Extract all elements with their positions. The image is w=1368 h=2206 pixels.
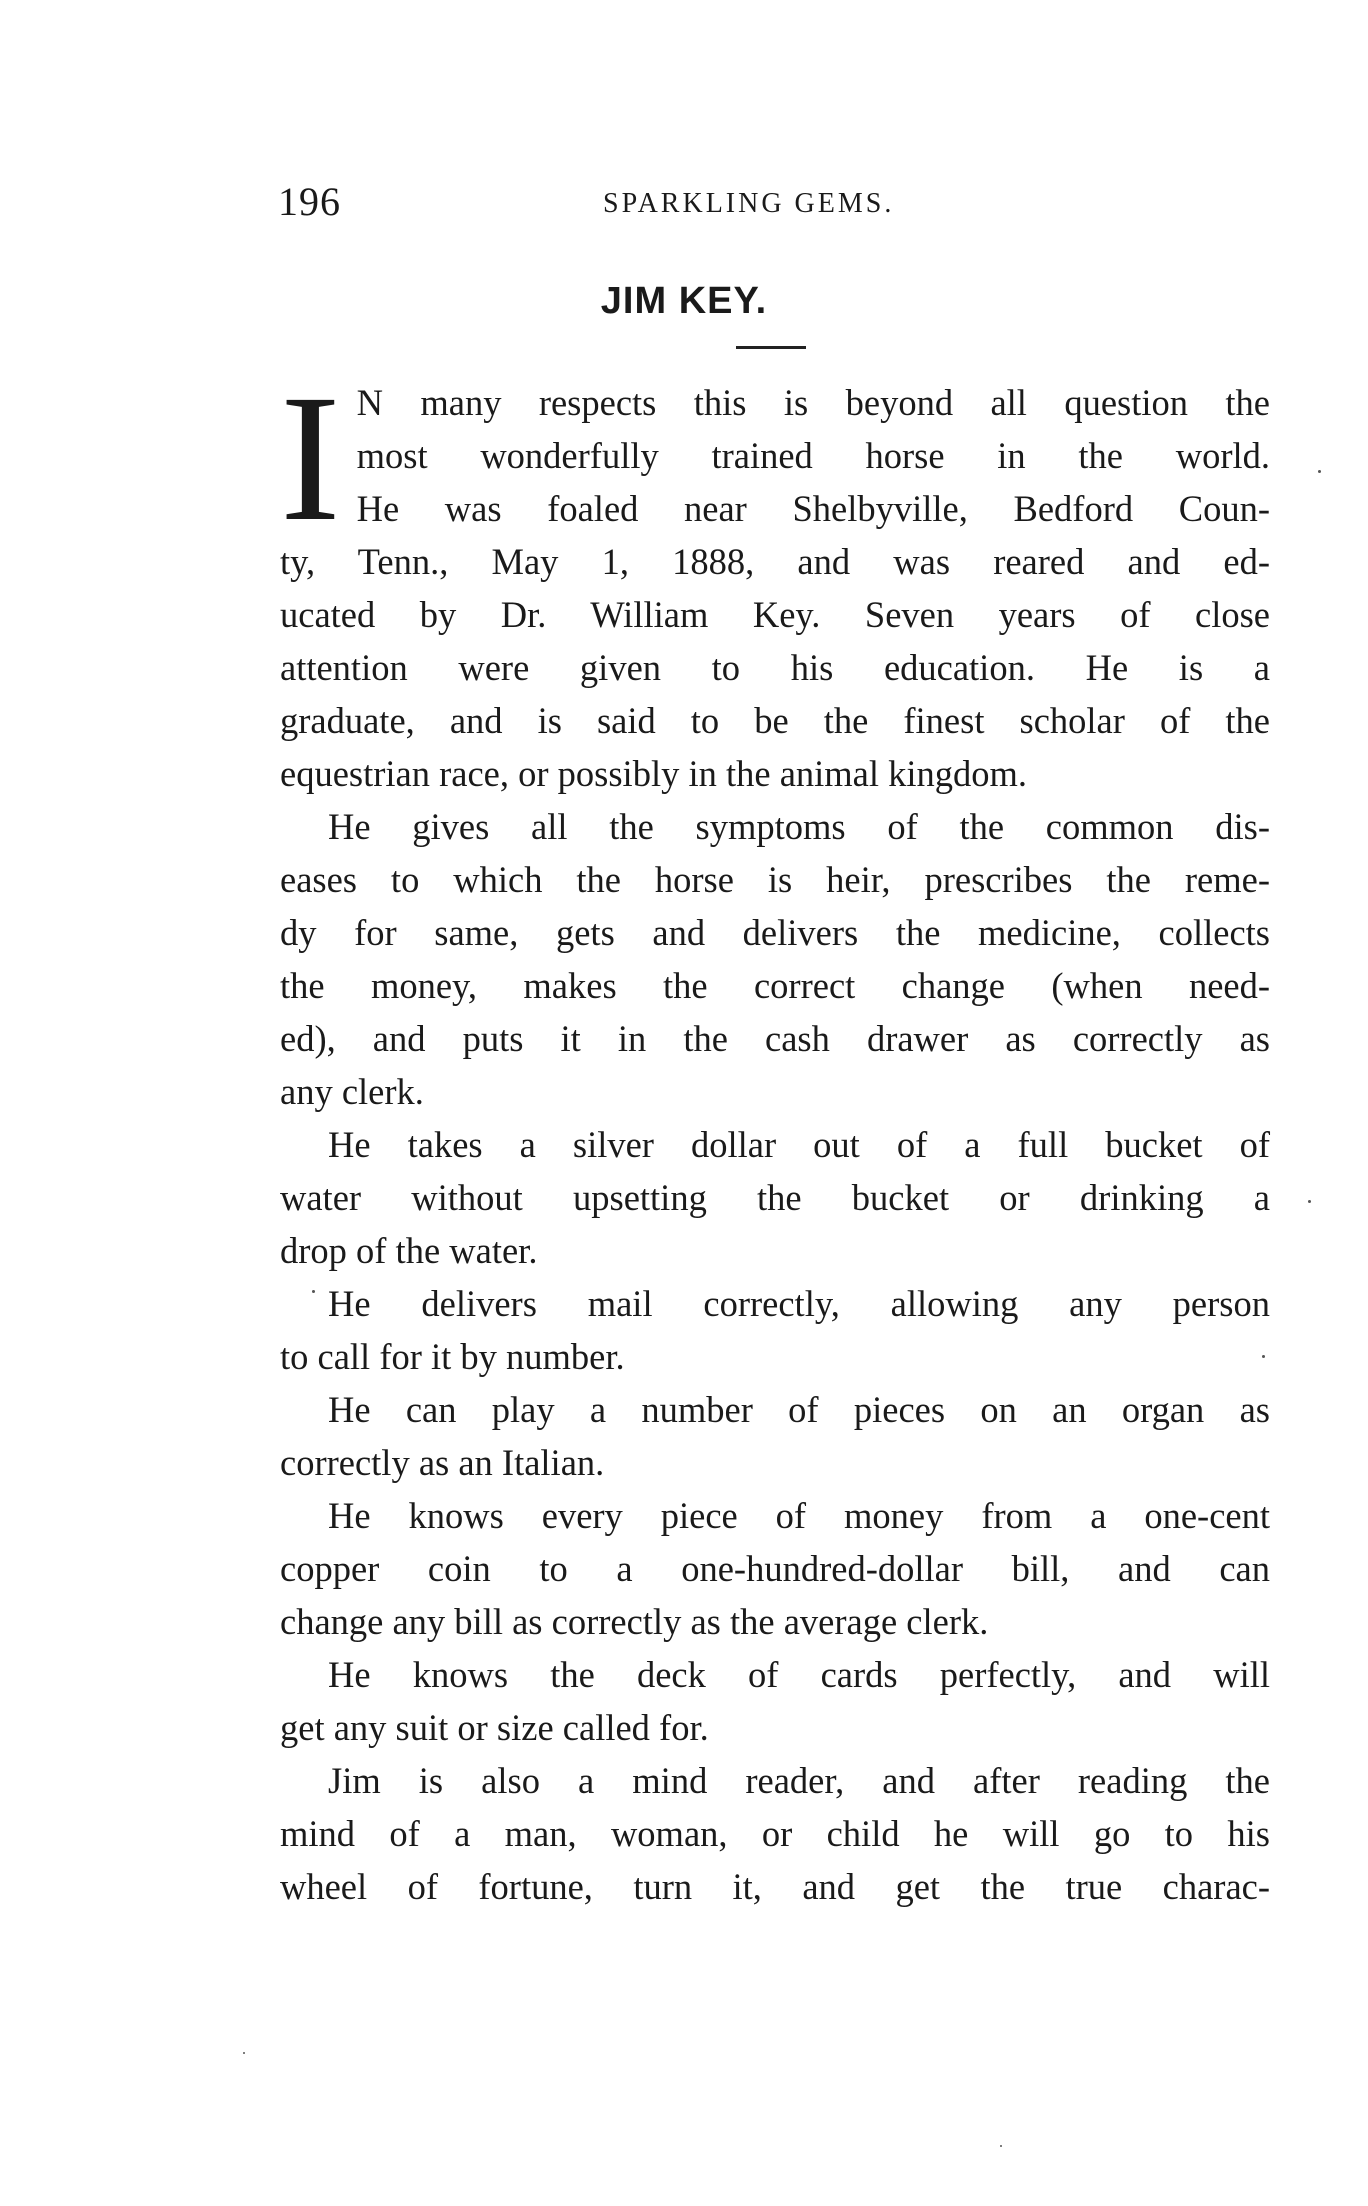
- scan-speck: [1318, 470, 1321, 473]
- paragraph-1: [280, 358, 1270, 800]
- text-line: most wonderfully trained horse in the world.: [356, 435, 1270, 476]
- scan-speck: [1000, 2145, 1002, 2147]
- paragraph-5: [280, 1383, 1270, 1489]
- text-line: ucated by Dr. William Key. Seven years of close: [280, 594, 1270, 635]
- paragraph-7: [280, 1648, 1270, 1754]
- text-line: N many respects this is beyond all question the: [356, 382, 1270, 423]
- scan-speck: [1308, 1200, 1311, 1203]
- scan-speck: [1262, 1355, 1265, 1358]
- page-number: 196: [278, 179, 341, 224]
- text-line: attention were given to his education. He is a: [280, 647, 1270, 688]
- body-text: [280, 358, 1270, 1913]
- paragraph-8: [280, 1754, 1270, 1913]
- paragraph-3: [280, 1118, 1270, 1277]
- text-line: He takes a silver dollar out of a full bucket of: [328, 1124, 1270, 1165]
- text-line: change any bill as correctly as the average clerk.: [280, 1601, 989, 1642]
- text-line: drop of the water.: [280, 1230, 538, 1271]
- text-line: ty, Tenn., May 1, 1888, and was reared and ed-: [280, 541, 1270, 582]
- text-line: equestrian race, or possibly in the animal kingdom.: [280, 753, 1028, 794]
- text-line: eases to which the horse is heir, prescribes the reme-: [280, 859, 1270, 900]
- title-rule: [736, 346, 806, 349]
- chapter-title: JIM KEY.: [600, 280, 768, 322]
- text-line: get any suit or size called for.: [280, 1707, 709, 1748]
- paragraph-6: [280, 1489, 1270, 1648]
- page-header: [278, 178, 1248, 238]
- text-line: dy for same, gets and delivers the medicine, collects: [280, 912, 1270, 953]
- scan-speck: [312, 1290, 315, 1293]
- text-line: wheel of fortune, turn it, and get the true charac-: [280, 1866, 1270, 1907]
- text-line: graduate, and is said to be the finest scholar of the: [280, 700, 1270, 741]
- text-line: He delivers mail correctly, allowing any person: [328, 1283, 1270, 1324]
- paragraph-2: [280, 800, 1270, 1118]
- text-line: any clerk.: [280, 1071, 424, 1112]
- text-line: water without upsetting the bucket or drinking a: [280, 1177, 1270, 1218]
- text-line: correctly as an Italian.: [280, 1442, 605, 1483]
- text-line: He was foaled near Shelbyville, Bedford Coun-: [356, 488, 1270, 529]
- drop-cap-lines: [280, 358, 1270, 559]
- text-line: the money, makes the correct change (when need-: [280, 965, 1270, 1006]
- drop-cap: I: [280, 358, 341, 559]
- text-line: He gives all the symptoms of the common dis-: [328, 806, 1270, 847]
- text-line: mind of a man, woman, or child he will go to his: [280, 1813, 1270, 1854]
- text-line: He knows the deck of cards perfectly, and will: [328, 1654, 1270, 1695]
- paragraph-4: [280, 1277, 1270, 1383]
- text-line: to call for it by number.: [280, 1336, 625, 1377]
- running-head: SPARKLING GEMS.: [603, 188, 895, 219]
- text-line: He can play a number of pieces on an organ as: [328, 1389, 1270, 1430]
- text-line: Jim is also a mind reader, and after reading the: [328, 1760, 1270, 1801]
- text-line: ed), and puts it in the cash drawer as correctly as: [280, 1018, 1270, 1059]
- text-line: copper coin to a one-hundred-dollar bill, and can: [280, 1548, 1270, 1589]
- scan-speck: [243, 2052, 245, 2054]
- text-line: He knows every piece of money from a one-cent: [328, 1495, 1270, 1536]
